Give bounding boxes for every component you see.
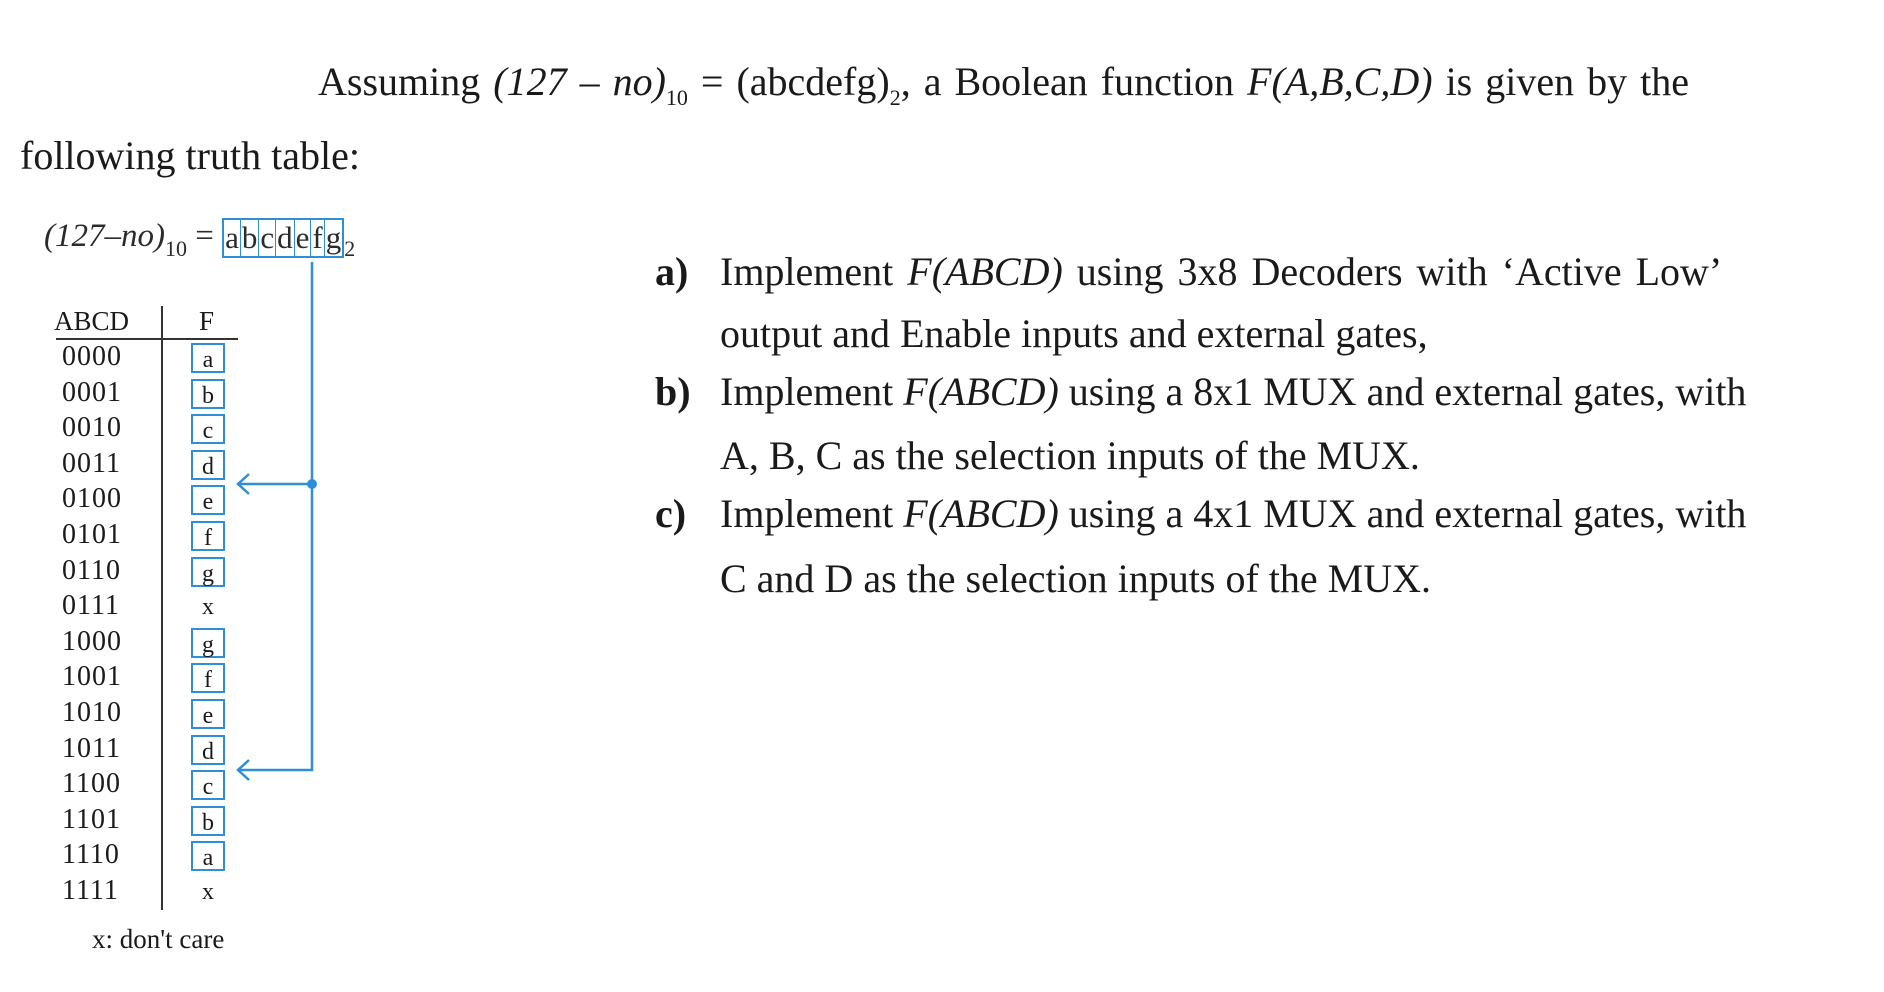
question-a-post: using 3x8 Decoders with ‘Active Low’ (1076, 249, 1723, 294)
arrow-line-upper (238, 262, 312, 484)
table-header-f: F (199, 306, 215, 336)
table-cell-dont-care: x (202, 879, 214, 905)
table-cell-dont-care: x (202, 594, 214, 621)
intro-equals: = (700, 59, 724, 104)
dont-care-note: x: don't care (92, 924, 225, 954)
table-cell-abcd: 1100 (62, 768, 121, 800)
table-cell-f: b (191, 379, 225, 409)
mini-equation-lhs: (127–no) (44, 218, 165, 254)
bit-b: b (241, 220, 258, 256)
bit-e: e (295, 220, 310, 256)
mini-equation-base-10: 10 (164, 236, 187, 261)
table-cell-abcd: 0011 (62, 447, 121, 479)
table-cell-abcd: 1011 (62, 732, 121, 764)
bit-a: a (225, 220, 239, 256)
intro-equation-lhs: (127 – no) (493, 59, 666, 104)
table-cell-f: f (191, 521, 225, 551)
table-cell-abcd: 0100 (62, 483, 122, 515)
table-cell-f: d (191, 450, 225, 480)
table-cell-abcd: 0001 (62, 376, 122, 408)
bit-f: f (312, 220, 323, 256)
table-header-abcd: ABCD (54, 306, 130, 336)
question-b-label: b) (655, 369, 691, 414)
question-c-label: c) (655, 491, 687, 536)
table-cell-abcd: 0010 (62, 412, 122, 444)
mini-equation-equals: = (195, 218, 214, 254)
table-cell-f: g (191, 628, 225, 658)
question-c-function: F(ABCD) (903, 491, 1059, 536)
table-cell-abcd: 1111 (62, 875, 119, 906)
question-b-function: F(ABCD) (903, 369, 1059, 414)
question-b-line-2: A, B, C as the selection inputs of the MUX. (720, 433, 1420, 478)
arrow-line-lower (238, 484, 312, 770)
question-a-label: a) (655, 249, 689, 294)
question-c-line-2: C and D as the selection inputs of the MUX. (720, 556, 1431, 601)
table-cell-f: b (191, 806, 225, 836)
question-a-line-1 (720, 248, 1722, 295)
question-c-post: using a 4x1 MUX and external gates, with (1068, 491, 1747, 536)
bit-c: c (260, 220, 275, 256)
question-c-line-1 (720, 490, 1746, 537)
table-cell-abcd: 1110 (62, 839, 120, 871)
table-cell-f: e (191, 485, 225, 515)
bit-g: g (325, 220, 342, 256)
table-cell-f: e (191, 699, 225, 729)
mini-equation-base-2: 2 (344, 236, 356, 261)
table-cell-abcd: 1101 (62, 803, 121, 835)
intro-line-2: following truth table: (20, 133, 360, 178)
table-cell-f: a (191, 343, 225, 373)
table-cell-abcd: 1000 (62, 625, 122, 657)
table-cell-f: f (191, 663, 225, 693)
table-cell-abcd: 0101 (62, 519, 122, 550)
intro-equation-rhs: (abcdefg) (736, 59, 890, 104)
intro-base-2: 2 (889, 85, 901, 110)
intro-tail: is given by the (1445, 59, 1689, 104)
table-cell-f: a (191, 841, 225, 871)
question-a-line-2: output and Enable inputs and external gates, (720, 311, 1428, 356)
intro-assuming: Assuming (318, 59, 481, 104)
question-b-post: using a 8x1 MUX and external gates, with (1068, 369, 1747, 414)
table-cell-abcd: 0000 (62, 341, 122, 372)
table-cell-abcd: 0111 (62, 590, 120, 622)
question-c-pre: Implement (720, 491, 894, 536)
table-cell-f: d (191, 735, 225, 765)
table-cell-abcd: 0110 (62, 554, 121, 586)
question-a-function: F(ABCD) (907, 249, 1063, 294)
table-cell-f: c (191, 414, 225, 444)
intro-mid: , a Boolean function (900, 59, 1235, 104)
intro-base-10: 10 (665, 85, 688, 110)
arrow-junction-dot (307, 479, 317, 489)
bit-d: d (277, 220, 293, 256)
question-a-pre: Implement (720, 249, 894, 294)
question-b-pre: Implement (720, 369, 894, 414)
intro-function: F(A,B,C,D) (1247, 59, 1433, 104)
table-cell-abcd: 1010 (62, 697, 122, 728)
table-cell-f: c (191, 770, 225, 800)
table-cell-f: g (191, 557, 225, 587)
question-b-line-1 (720, 368, 1746, 415)
table-cell-abcd: 1001 (62, 661, 122, 693)
